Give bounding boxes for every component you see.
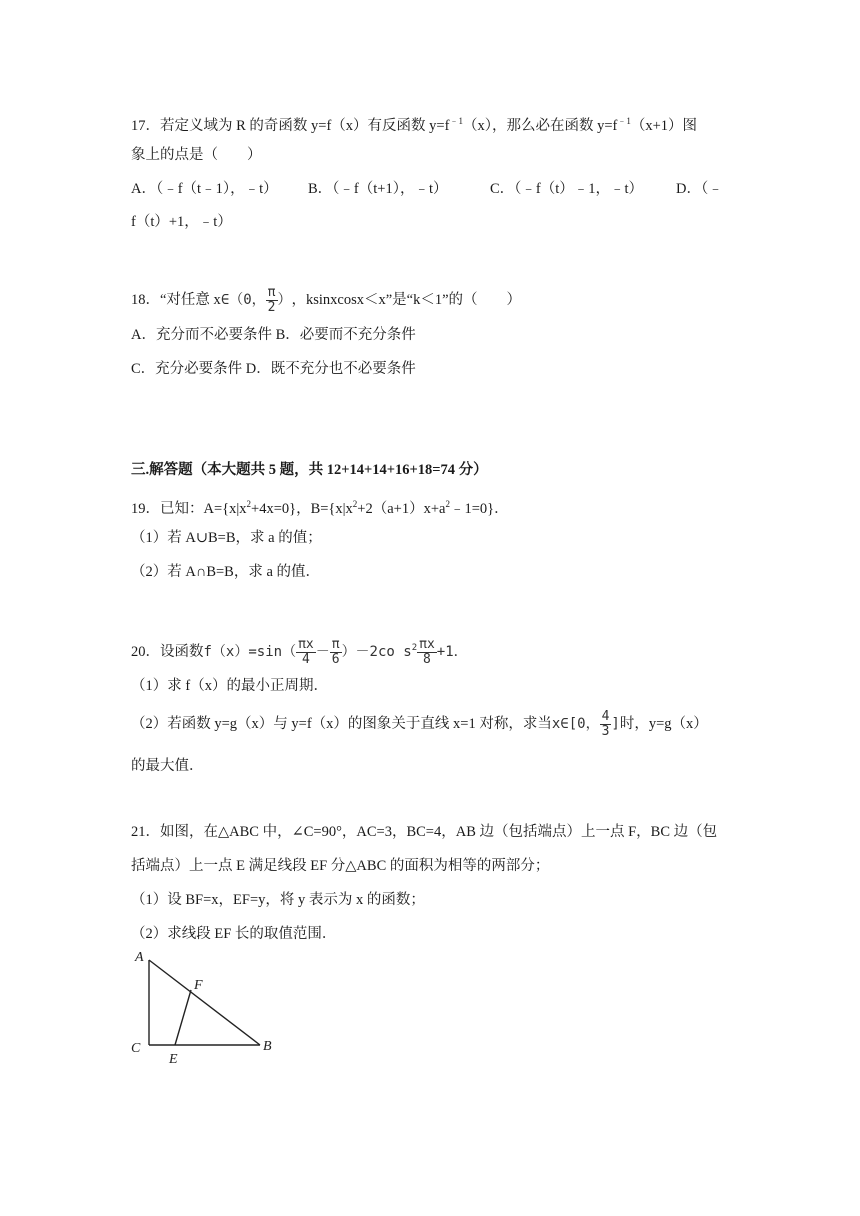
- q18-interval-close: ）: [277, 292, 292, 308]
- q20-frac1-num: πx: [298, 636, 314, 652]
- q19-sup-b: 2: [352, 499, 358, 509]
- q20-minus: －: [315, 644, 330, 660]
- q20-frac3-den: 8: [423, 651, 431, 667]
- q20-mid: ）－2co s: [341, 644, 412, 660]
- q21-stem-line2: 括端点）上一点 E 满足线段 EF 分△ABC 的面积为相等的两部分；: [131, 858, 550, 874]
- q20-frac4: [600, 710, 612, 739]
- q18-options-ab: A．充分而不必要条件 B．必要而不充分条件: [131, 327, 416, 343]
- q18-interval-open: ∈（0，: [220, 292, 266, 308]
- q19-part2: （2）若 A∩B=B，求 a 的值．: [131, 564, 321, 580]
- q17-options-line: [131, 179, 723, 199]
- label-f: F: [194, 978, 203, 993]
- q20-frac2: [330, 638, 342, 667]
- q18-fraction: [266, 286, 278, 315]
- label-a: A: [135, 950, 144, 965]
- q18-stem-pre: 18．“对任意 x: [131, 292, 221, 308]
- q18-interval-image: [221, 283, 292, 317]
- q20-part2: [131, 706, 708, 742]
- q20-formula-image: [204, 630, 468, 670]
- q21-part2: （2）求线段 EF 长的取值范围．: [131, 926, 337, 942]
- label-b: B: [263, 1039, 272, 1054]
- q20-tail: +1．: [436, 644, 468, 660]
- q17-stem-text-c: （x+1）图: [630, 118, 698, 134]
- q19-sup-a: 2: [246, 499, 252, 509]
- segment-ef: [175, 990, 191, 1045]
- q20-interval-image: [552, 706, 620, 742]
- q17-option-a: A．（﹣f（t﹣1），﹣t）: [131, 181, 278, 197]
- q20-frac3-num: πx: [419, 636, 435, 652]
- q20-sup2: 2: [411, 643, 418, 653]
- q20-frac1-den: 4: [301, 651, 310, 667]
- q18-frac-num: π: [267, 284, 276, 300]
- q20-part2-line2: 的最大值．: [131, 758, 204, 774]
- q20-part2-b: 时，y=g（x）: [619, 716, 708, 732]
- q20-frac4-den: 3: [601, 723, 610, 739]
- q21-stem-line1: 21．如图，在△ABC 中，∠C=90°，AC=3，BC=4，AB 边（包括端点）上一点 F，BC 边（包: [131, 824, 718, 840]
- q20-interval: x∈[0，: [551, 716, 600, 732]
- q19-stem-d: ﹣1=0}．: [449, 501, 509, 517]
- q17-stem-text-a: 17．若定义域为 R 的奇函数 y=f（x）有反函数 y=f: [131, 118, 450, 134]
- q17-option-d-part2: f（t）+1，﹣t）: [131, 214, 232, 230]
- q18-stem-post: ，ksinxcosx＜x”是“k＜1”的（ ）: [291, 292, 522, 308]
- q20-f-sin: f（x）=sin（: [203, 644, 297, 660]
- q20-part2-a: （2）若函数 y=g（x）与 y=f（x）的图象关于直线 x=1 对称，求当: [131, 716, 552, 732]
- label-e: E: [169, 1052, 178, 1067]
- q17-stem-line2: 象上的点是（ ）: [131, 147, 262, 163]
- q20-frac2-den: 6: [331, 651, 340, 667]
- q18-stem: [131, 283, 521, 317]
- q21-part1: （1）设 BF=x，EF=y，将 y 表示为 x 的函数；: [131, 892, 425, 908]
- q19-stem: [131, 494, 509, 519]
- q17-option-b: B．（﹣f（t+1），﹣t）: [308, 181, 448, 197]
- q19-stem-a: 19．已知：A={x|x: [131, 501, 247, 517]
- q18-frac-den: 2: [267, 299, 276, 315]
- q18-options-cd: C．充分必要条件 D．既不充分也不必要条件: [131, 361, 416, 377]
- q19-sup-c: 2: [445, 499, 450, 509]
- q17-option-c: C．（﹣f（t）﹣1，﹣t）: [490, 181, 644, 197]
- q20-part1: （1）求 f（x）的最小正周期．: [131, 678, 328, 694]
- q17-sup-inverse-1: ﹣1: [449, 116, 463, 126]
- q19-stem-c: +2（a+1）x+a: [357, 501, 446, 517]
- q20-interval-close: ]: [611, 716, 620, 732]
- section-heading: 三.解答题（本大题共 5 题，共 12+14+14+16+18=74 分）: [131, 462, 488, 478]
- q20-frac3: [417, 638, 437, 667]
- q19-stem-b: +4x=0}，B={x|x: [251, 501, 353, 517]
- q20-stem: [131, 630, 468, 670]
- q17-stem-text-b: （x），那么必在函数 y=f: [462, 118, 618, 134]
- label-c: C: [131, 1041, 141, 1056]
- q20-frac4-num: 4: [601, 708, 610, 724]
- q20-frac1: [296, 638, 316, 667]
- q17-sup-inverse-2: ﹣1: [617, 116, 631, 126]
- q17-stem-line1: [131, 111, 697, 136]
- q20-frac2-num: π: [331, 636, 340, 652]
- q19-part1: （1）若 A∪B=B，求 a 的值；: [131, 530, 322, 546]
- triangle-figure: [128, 946, 288, 1070]
- q20-stem-pre: 20．设函数: [131, 644, 204, 660]
- q17-option-d-part1: D．（﹣: [676, 181, 723, 197]
- side-ab: [149, 960, 260, 1045]
